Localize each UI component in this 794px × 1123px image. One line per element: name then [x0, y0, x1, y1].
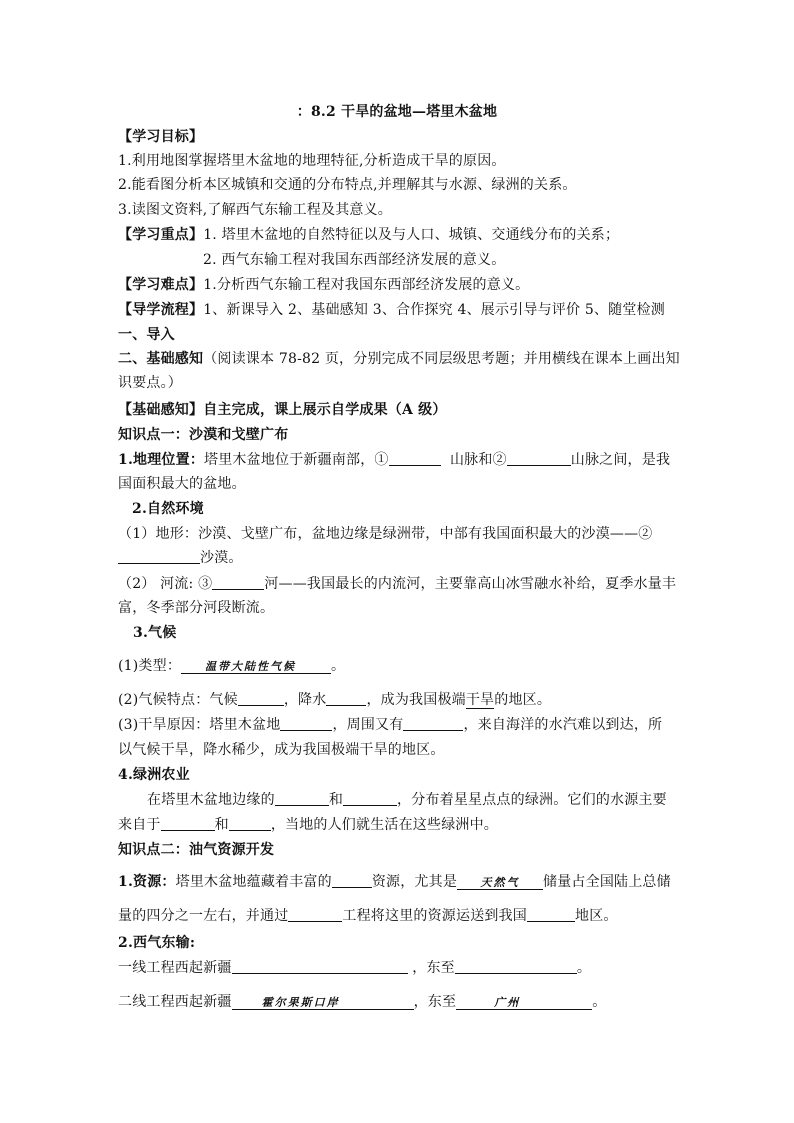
drought-text-b: ，周围又有: [332, 717, 404, 733]
oasis-heading: 4.绿洲农业: [118, 767, 190, 783]
goal-item-2: 2.能看图分析本区城镇和交通的分布特点,并理解其与水源、绿洲的关系。: [118, 177, 577, 193]
goal-item-3: 3.读图文资料,了解西气东输工程及其意义。: [118, 202, 393, 218]
nature-heading: 2.自然环境: [132, 501, 204, 517]
climate-type-end: 。: [331, 658, 346, 674]
blank-project[interactable]: [288, 906, 342, 922]
key-point-1: 1. 塔里木盆地的自然特征以及与人口、城镇、交通线分布的关系；: [203, 227, 620, 243]
drought-text-c: ，来自海洋的水汽难以到达，所: [463, 717, 663, 733]
section-basic-text: （阅读课本 78-82 页，分别完成不同层级思考题；并用横线在课本上画出知: [203, 351, 680, 367]
climate-type-answer: 温带大陆性气候: [205, 660, 297, 673]
climate-feature-row: [118, 690, 551, 710]
resource-text-e: 工程将这里的资源运送到我国: [342, 908, 528, 924]
kp2-heading: 知识点二：油气资源开发: [118, 842, 275, 858]
climate-type-label: (1)类型：: [118, 658, 182, 674]
drought-text-a: (3)干旱原因：塔里木盆地: [118, 717, 281, 733]
oasis-text-b: 和: [328, 792, 344, 808]
blank-drought-2[interactable]: [403, 715, 463, 731]
location-row: [118, 450, 670, 470]
pipeline-2-text-b: ，东至: [413, 994, 457, 1010]
resource-answer: 天然气: [480, 876, 520, 889]
resource-text-f: 地区。: [575, 908, 618, 924]
blank-drought-1[interactable]: [280, 715, 332, 731]
section-basic-heading: 二、基础感知: [118, 351, 204, 367]
pipeline-1-text-b: ，东至: [412, 960, 455, 976]
transfer-heading: 2.西气东输:: [118, 935, 196, 951]
oasis-row-1: [147, 790, 667, 810]
oasis-text-c: ，分布着星星点点的绿洲。它们的水源主要: [397, 792, 667, 808]
oasis-text-a: 在塔里木盆地边缘的: [147, 792, 275, 808]
blank-precipitation[interactable]: [326, 690, 366, 706]
blank-water-2[interactable]: [229, 815, 271, 831]
drought-row: [118, 715, 662, 735]
difficulties-heading: 【学习难点】: [118, 277, 204, 293]
climate-heading: 3.气候: [133, 625, 177, 641]
drought-text-d: 以气候干旱，降水稀少，成为我国极端干旱的地区。: [118, 742, 445, 758]
goal-item-1: 1.利用地图掌握塔里木盆地的地理特征,分析造成干旱的原因。: [118, 153, 506, 169]
pipeline-2-text-a: 二线工程西起新疆: [118, 994, 232, 1010]
terrain-row-2: [118, 548, 243, 568]
pipeline-2-end-field[interactable]: [456, 994, 592, 1010]
terrain-text-b: 沙漠。: [200, 550, 243, 566]
pipeline-1-text-a: 一线工程西起新疆: [118, 960, 232, 976]
oasis-text-e: 和: [214, 817, 229, 833]
resource-row-1: [118, 872, 671, 892]
oasis-text-f: ，当地的人们就生活在这些绿洲中。: [270, 817, 499, 833]
pipeline-1-text-c: 。: [576, 960, 592, 976]
river-label: （2） 河流: ③: [118, 576, 213, 592]
blank-resource[interactable]: [332, 872, 372, 888]
blank-river[interactable]: [212, 574, 264, 590]
location-label: 1.地理位置：: [118, 452, 205, 468]
blank-oasis-1[interactable]: [275, 790, 329, 806]
difficulties-row: [118, 275, 529, 295]
location-text-c: 山脉之间，是我: [570, 452, 671, 468]
page-title: ：8.2 干旱的盆地—塔里木盆地: [296, 104, 498, 120]
key-points-heading: 【学习重点】: [118, 227, 204, 243]
pipeline-2-end-answer: 广州: [494, 996, 521, 1009]
river-row: [118, 574, 676, 594]
climate-feature-text-a: (2)气候特点：气候: [118, 692, 238, 708]
key-points-row-1: [118, 225, 619, 245]
flow-text: 1、新课导入 2、基础感知 3、合作探究 4、展示引导与评价 5、随堂检测: [203, 302, 665, 318]
climate-feature-text-e: 的地区。: [494, 692, 552, 708]
basic-perception-heading: 【基础感知】自主完成，课上展示自学成果（A 级）: [118, 402, 447, 418]
pipeline-2-start-answer: 霍尔果斯口岸: [261, 996, 340, 1009]
resource-label: 1.资源：: [118, 874, 176, 890]
blank-line1-start[interactable]: [232, 958, 408, 974]
blank-climate[interactable]: [238, 690, 284, 706]
pipeline-2-text-c: 。: [592, 994, 607, 1010]
key-point-2: 2. 西气东输工程对我国东西部经济发展的意义。: [203, 252, 506, 268]
resource-answer-field[interactable]: [457, 874, 543, 890]
blank-line1-end[interactable]: [455, 958, 577, 974]
blank-water-1[interactable]: [161, 815, 215, 831]
section-basic-text-2: 识要点。）: [118, 375, 182, 391]
blank-oasis-2[interactable]: [343, 790, 397, 806]
oasis-row-2: [118, 815, 498, 835]
resource-row-2: [118, 906, 618, 926]
location-text-d: 国面积最大的盆地。: [118, 476, 246, 492]
terrain-text-a: （1）地形：沙漠、戈壁广布，盆地边缘是绿洲带，中部有我国面积最大的沙漠——②: [118, 526, 653, 542]
goals-heading: 【学习目标】: [118, 129, 204, 145]
resource-text-b: 资源，尤其是: [371, 874, 458, 890]
blank-desert[interactable]: [118, 548, 200, 564]
pipeline-line-2-row: [118, 992, 606, 1012]
oasis-text-d: 来自于: [118, 817, 161, 833]
pipeline-2-start-field[interactable]: [232, 994, 414, 1010]
resource-text-d: 量的四分之一左右，并通过: [118, 908, 289, 924]
climate-feature-underlined: 干旱: [465, 692, 495, 708]
pipeline-line-1-row: [118, 958, 591, 978]
climate-type-row: [118, 656, 345, 676]
river-text-a: 河——我国最长的内流河，主要靠高山冰雪融水补给，夏季水量丰: [264, 576, 677, 592]
section-intro: 一、导入: [118, 327, 175, 343]
blank-region[interactable]: [527, 906, 575, 922]
climate-type-answer-field[interactable]: [181, 658, 331, 674]
resource-text-a: 塔里木盆地蕴藏着丰富的: [175, 874, 332, 890]
location-text-a: 塔里木盆地位于新疆南部，①: [204, 452, 389, 468]
kp1-heading: 知识点一：沙漠和戈壁广布: [118, 427, 289, 443]
climate-feature-text-b: ，降水: [283, 692, 327, 708]
river-text-b: 富，冬季部分河段断流。: [118, 600, 275, 616]
climate-feature-text-c: ，成为我国极端: [366, 692, 466, 708]
difficulties-text: 1.分析西气东输工程对我国东西部经济发展的意义。: [203, 277, 530, 293]
flow-heading: 【导学流程】: [118, 302, 204, 318]
section-basic-row: [118, 349, 680, 369]
blank-mountain-1[interactable]: [389, 450, 441, 466]
flow-row: [118, 300, 665, 320]
location-text-b: 山脉和②: [449, 452, 507, 468]
blank-mountain-2[interactable]: [507, 450, 571, 466]
resource-text-c: 储量占全国陆上总储: [543, 874, 671, 890]
